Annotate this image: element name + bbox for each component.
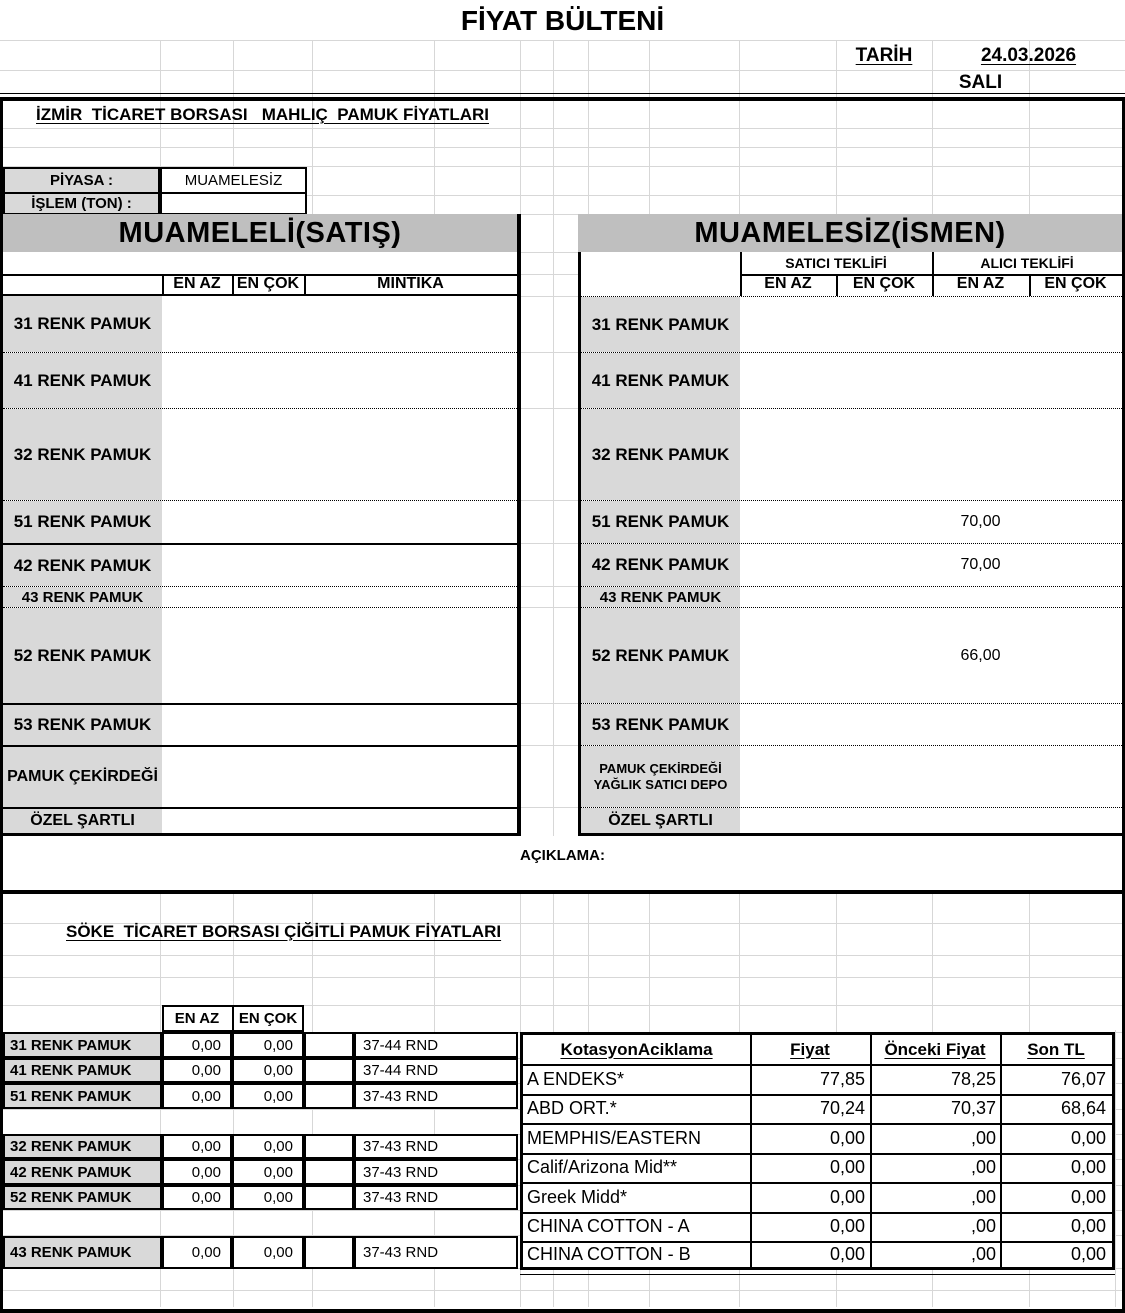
enaz-cell[interactable] — [162, 296, 232, 352]
satici-enaz-cell[interactable] — [740, 544, 836, 586]
satici-enaz-cell[interactable] — [740, 409, 836, 500]
date-label: TARİH — [855, 45, 913, 66]
alici-encok-cell[interactable] — [1029, 353, 1122, 408]
soke-mintika-cell[interactable]: 37-44 RND — [354, 1058, 518, 1083]
muamelesiz-ismen-banner: MUAMELESİZ(İSMEN) — [578, 214, 1122, 252]
mintika-cell[interactable] — [304, 747, 517, 807]
table-row — [581, 586, 1122, 607]
satici-encok-cell[interactable] — [836, 608, 932, 703]
alici-enaz-cell[interactable] — [932, 808, 1029, 833]
row-label: 52 RENK PAMUK — [581, 608, 740, 703]
kotasyon-row-label: CHINA COTTON - A — [527, 1216, 690, 1236]
satici-encok-cell[interactable] — [836, 704, 932, 745]
aciklama-label: AÇIKLAMA: — [520, 846, 605, 864]
row-label: 43 RENK PAMUK — [3, 587, 162, 607]
table-row — [3, 607, 517, 703]
right-table-left-border — [578, 252, 581, 836]
table-row — [3, 543, 517, 586]
kotasyon-onceki-cell[interactable]: ,00 — [970, 1243, 996, 1264]
encok-cell[interactable] — [232, 296, 304, 352]
row-label: 51 RENK PAMUK — [3, 501, 162, 543]
table-row — [3, 296, 517, 352]
alici-enaz-cell[interactable] — [932, 746, 1029, 807]
soke-row-label: 43 RENK PAMUK — [3, 1236, 162, 1269]
kotasyon-row-label: Greek Midd* — [527, 1186, 628, 1207]
soke-enaz-cell[interactable]: 0,00 — [162, 1159, 232, 1185]
row-label: 41 RENK PAMUK — [581, 353, 740, 408]
enaz-cell[interactable] — [162, 587, 232, 607]
day-of-week: SALI — [958, 72, 1003, 93]
left-header-encok: EN ÇOK — [236, 275, 300, 292]
kotasyon-fiyat-cell[interactable]: 0,00 — [829, 1157, 865, 1177]
table-row — [3, 408, 517, 500]
soke-spacer-cell — [304, 1134, 354, 1159]
table-row — [581, 352, 1122, 408]
alici-encok-cell[interactable] — [1029, 544, 1122, 586]
alici-enaz-header: EN AZ — [956, 275, 1005, 292]
satici-enaz-cell[interactable] — [740, 608, 836, 703]
date-value: 24.03.2026 — [980, 45, 1077, 66]
soke-mintika-cell[interactable]: 37-43 RND — [354, 1236, 518, 1269]
encok-cell[interactable] — [232, 353, 304, 408]
table-row — [3, 352, 517, 408]
aciklama-panel — [3, 836, 1122, 890]
kotasyon-son-cell[interactable]: 76,07 — [1060, 1068, 1106, 1089]
soke-enaz-cell[interactable]: 0,00 — [162, 1185, 232, 1210]
soke-row-label: 42 RENK PAMUK — [3, 1159, 162, 1185]
soke-encok-cell[interactable]: 0,00 — [232, 1134, 304, 1159]
center-divider-bar — [517, 214, 521, 836]
row-label — [581, 746, 740, 807]
row-label: 31 RENK PAMUK — [3, 296, 162, 352]
satici-enaz-cell[interactable] — [740, 808, 836, 833]
muameleli-table — [3, 252, 517, 836]
satici-enaz-cell[interactable] — [740, 297, 836, 352]
mintika-cell[interactable] — [304, 409, 517, 500]
alici-enaz-cell[interactable] — [932, 353, 1029, 408]
kotasyon-fiyat-cell[interactable]: 0,00 — [829, 1127, 865, 1148]
kotasyon-header-aciklama: KotasyonAciklama — [560, 1039, 713, 1059]
soke-spacer-cell — [304, 1159, 354, 1185]
row-label: ÖZEL ŞARTLI — [581, 808, 740, 833]
kotasyon-son-cell[interactable]: 0,00 — [1070, 1186, 1106, 1207]
page-title: FİYAT BÜLTENİ — [460, 5, 665, 36]
row-label: 32 RENK PAMUK — [3, 409, 162, 500]
alici-encok-cell[interactable] — [1029, 808, 1122, 833]
alici-enaz-cell[interactable]: 66,00 — [960, 646, 1001, 664]
satici-encok-cell[interactable] — [836, 409, 932, 500]
soke-encok-cell[interactable]: 0,00 — [232, 1185, 304, 1210]
table-row — [3, 807, 517, 833]
kotasyon-row-label: ABD ORT.* — [527, 1098, 617, 1118]
alici-enaz-cell[interactable] — [932, 704, 1029, 745]
kotasyon-onceki-cell[interactable]: ,00 — [970, 1186, 996, 1207]
encok-cell[interactable] — [232, 705, 304, 745]
kotasyon-onceki-cell[interactable]: ,00 — [970, 1127, 996, 1148]
enaz-cell[interactable] — [162, 705, 232, 745]
kotasyon-header-onceki: Önceki Fiyat — [884, 1039, 986, 1059]
kotasyon-table — [520, 1032, 1115, 1270]
row-label: 32 RENK PAMUK — [581, 409, 740, 500]
kotasyon-row-label: CHINA COTTON - B — [527, 1243, 691, 1264]
soke-encok-cell[interactable]: 0,00 — [232, 1058, 304, 1083]
row-label: 51 RENK PAMUK — [581, 501, 740, 543]
left-header-enaz: EN AZ — [173, 275, 221, 292]
table-row — [3, 586, 517, 607]
soke-row-label: 51 RENK PAMUK — [3, 1083, 162, 1109]
encok-cell[interactable] — [232, 545, 304, 586]
kotasyon-son-cell[interactable]: 0,00 — [1070, 1216, 1106, 1236]
islem-ton-value-cell[interactable] — [160, 194, 307, 215]
soke-row-label: 41 RENK PAMUK — [3, 1058, 162, 1083]
grid-line — [0, 955, 1125, 956]
soke-enaz-cell[interactable]: 0,00 — [162, 1032, 232, 1058]
kotasyon-row-label: A ENDEKS* — [527, 1068, 625, 1089]
table-row — [581, 607, 1122, 703]
kotasyon-son-cell[interactable]: 0,00 — [1070, 1243, 1106, 1264]
row-label-line2: YAĞLIK SATICI DEPO — [593, 776, 728, 792]
kotasyon-onceki-cell[interactable]: ,00 — [970, 1216, 996, 1236]
satici-encok-cell[interactable] — [836, 544, 932, 586]
kotasyon-fiyat-cell[interactable]: 0,00 — [829, 1186, 865, 1207]
enaz-cell[interactable] — [162, 353, 232, 408]
soke-enaz-cell[interactable]: 0,00 — [162, 1058, 232, 1083]
grid-line — [0, 147, 1125, 148]
soke-table — [3, 1005, 518, 1308]
izmir-section-title: İZMİR TİCARET BORSASI MAHLIÇ PAMUK FİYATLARI — [36, 105, 490, 124]
row-label: 53 RENK PAMUK — [3, 705, 162, 745]
enaz-cell[interactable] — [162, 809, 232, 833]
table-row — [3, 745, 517, 807]
kotasyon-son-cell[interactable]: 68,64 — [1060, 1098, 1106, 1118]
satici-encok-cell[interactable] — [836, 587, 932, 607]
table-row — [3, 703, 517, 745]
table-row — [3, 500, 517, 543]
satici-enaz-cell[interactable] — [740, 501, 836, 543]
table-row — [581, 807, 1122, 833]
mintika-cell[interactable] — [304, 501, 517, 543]
mintika-cell[interactable] — [304, 587, 517, 607]
grid-line — [0, 128, 1125, 129]
encok-cell[interactable] — [232, 587, 304, 607]
encok-cell[interactable] — [232, 409, 304, 500]
kotasyon-fiyat-cell[interactable]: 70,24 — [819, 1098, 865, 1118]
double-rule-thin — [0, 93, 1125, 94]
kotasyon-onceki-cell[interactable]: 78,25 — [950, 1068, 996, 1089]
enaz-cell[interactable] — [162, 501, 232, 543]
mintika-cell[interactable] — [304, 353, 517, 408]
grid-line — [0, 40, 1125, 41]
soke-spacer-cell — [304, 1032, 354, 1058]
soke-row-label: 31 RENK PAMUK — [3, 1032, 162, 1058]
kotasyon-row-label: MEMPHIS/EASTERN — [527, 1127, 702, 1148]
table-row — [581, 500, 1122, 543]
kotasyon-header-fiyat: Fiyat — [790, 1039, 830, 1059]
soke-enaz-cell[interactable]: 0,00 — [162, 1236, 232, 1269]
soke-mintika-cell[interactable]: 37-43 RND — [354, 1159, 518, 1185]
kotasyon-header-son: Son TL — [1027, 1039, 1085, 1059]
row-label-line1: PAMUK ÇEKİRDEĞİ — [599, 760, 722, 776]
soke-row-label: 32 RENK PAMUK — [3, 1134, 162, 1159]
alici-enaz-cell[interactable]: 70,00 — [960, 556, 1001, 573]
alici-encok-cell[interactable] — [1029, 746, 1122, 807]
muamelesiz-table — [581, 252, 1122, 836]
encok-cell[interactable] — [232, 501, 304, 543]
satici-enaz-cell[interactable] — [740, 704, 836, 745]
row-label: 53 RENK PAMUK — [581, 704, 740, 745]
grid-line — [0, 977, 1125, 978]
row-label: 31 RENK PAMUK — [581, 297, 740, 352]
soke-mintika-cell[interactable]: 37-43 RND — [354, 1185, 518, 1210]
row-label: 52 RENK PAMUK — [3, 608, 162, 703]
row-label: PAMUK ÇEKİRDEĞİ — [3, 747, 162, 807]
kotasyon-row-label: Calif/Arizona Mid** — [527, 1157, 678, 1177]
enaz-cell[interactable] — [162, 409, 232, 500]
row-label: 41 RENK PAMUK — [3, 353, 162, 408]
soke-mintika-cell[interactable]: 37-43 RND — [354, 1083, 518, 1109]
kotasyon-fiyat-cell[interactable]: 0,00 — [829, 1216, 865, 1236]
alici-encok-cell[interactable] — [1029, 587, 1122, 607]
mintika-cell[interactable] — [304, 608, 517, 703]
outer-border-left — [0, 97, 3, 1313]
alici-encok-cell[interactable] — [1029, 297, 1122, 352]
table-row — [581, 703, 1122, 745]
soke-encok-cell[interactable]: 0,00 — [232, 1159, 304, 1185]
encok-cell[interactable] — [232, 809, 304, 833]
alici-enaz-cell[interactable] — [932, 587, 1029, 607]
kotasyon-son-cell[interactable]: 0,00 — [1070, 1157, 1106, 1177]
piyasa-label: PİYASA : — [3, 167, 160, 194]
soke-row-label: 52 RENK PAMUK — [3, 1185, 162, 1210]
kotasyon-son-cell[interactable]: 0,00 — [1070, 1127, 1106, 1148]
alici-enaz-cell[interactable]: 70,00 — [960, 513, 1001, 530]
kotasyon-fiyat-cell[interactable]: 77,85 — [819, 1068, 865, 1089]
muameleli-satis-banner: MUAMELELİ(SATIŞ) — [3, 214, 517, 252]
mintika-cell[interactable] — [304, 705, 517, 745]
alici-enaz-cell[interactable] — [932, 409, 1029, 500]
mintika-cell[interactable] — [304, 545, 517, 586]
soke-mintika-cell[interactable]: 37-44 RND — [354, 1032, 518, 1058]
soke-header-encok: EN ÇOK — [238, 1010, 298, 1027]
satici-enaz-cell[interactable] — [740, 353, 836, 408]
soke-spacer-cell — [304, 1058, 354, 1083]
soke-section-title: SÖKE TİCARET BORSASI ÇİĞİTLİ PAMUK FİYATLARI — [66, 922, 502, 941]
enaz-cell[interactable] — [162, 747, 232, 807]
satici-enaz-cell[interactable] — [740, 587, 836, 607]
alici-encok-cell[interactable] — [1029, 608, 1122, 703]
alici-encok-cell[interactable] — [1029, 704, 1122, 745]
table-row — [581, 745, 1122, 807]
section-divider — [0, 890, 1125, 894]
row-label: 42 RENK PAMUK — [581, 544, 740, 586]
alici-teklifi-header: ALICI TEKLİFİ — [980, 255, 1074, 271]
alici-encok-cell[interactable] — [1029, 501, 1122, 543]
islem-ton-label: İŞLEM (TON) : — [3, 194, 160, 215]
encok-cell[interactable] — [232, 608, 304, 703]
soke-encok-cell[interactable]: 0,00 — [232, 1236, 304, 1269]
satici-encok-cell[interactable] — [836, 808, 932, 833]
soke-spacer-cell — [304, 1185, 354, 1210]
grid-line — [1115, 1030, 1116, 1307]
alici-enaz-cell[interactable] — [932, 297, 1029, 352]
soke-header-enaz: EN AZ — [174, 1010, 220, 1027]
table-row — [581, 543, 1122, 586]
satici-encok-cell[interactable] — [836, 297, 932, 352]
soke-spacer-cell — [304, 1236, 354, 1269]
satici-enaz-cell[interactable] — [740, 746, 836, 807]
soke-spacer-cell — [304, 1083, 354, 1109]
satici-encok-cell[interactable] — [836, 501, 932, 543]
mintika-cell[interactable] — [304, 809, 517, 833]
row-label: 42 RENK PAMUK — [3, 545, 162, 586]
enaz-cell[interactable] — [162, 545, 232, 586]
table-row — [581, 408, 1122, 500]
encok-cell[interactable] — [232, 747, 304, 807]
alici-encok-header: EN ÇOK — [1044, 275, 1107, 292]
satici-enaz-header: EN AZ — [764, 275, 812, 292]
kotasyon-double-bottom — [520, 1274, 1115, 1275]
satici-encok-cell[interactable] — [836, 746, 932, 807]
soke-enaz-cell[interactable]: 0,00 — [162, 1083, 232, 1109]
alici-encok-cell[interactable] — [1029, 409, 1122, 500]
kotasyon-onceki-cell[interactable]: ,00 — [970, 1157, 996, 1177]
kotasyon-fiyat-cell[interactable]: 0,00 — [829, 1243, 865, 1264]
satici-encok-cell[interactable] — [836, 353, 932, 408]
izmir-box-top-border — [0, 97, 1125, 101]
row-label: 43 RENK PAMUK — [581, 587, 740, 607]
left-header-mintika: MINTIKA — [377, 275, 444, 292]
satici-teklifi-header: SATICI TEKLİFİ — [785, 255, 887, 271]
outer-border-bottom — [0, 1309, 1125, 1313]
soke-encok-cell[interactable]: 0,00 — [232, 1083, 304, 1109]
satici-encok-header: EN ÇOK — [852, 275, 916, 292]
kotasyon-onceki-cell[interactable]: 70,37 — [950, 1098, 996, 1118]
soke-encok-cell[interactable]: 0,00 — [232, 1032, 304, 1058]
mintika-cell[interactable] — [304, 296, 517, 352]
table-row — [581, 296, 1122, 352]
piyasa-value-cell[interactable]: MUAMELESİZ — [160, 167, 307, 194]
row-label: ÖZEL ŞARTLI — [3, 809, 162, 833]
soke-enaz-cell[interactable]: 0,00 — [162, 1134, 232, 1159]
soke-mintika-cell[interactable]: 37-43 RND — [354, 1134, 518, 1159]
enaz-cell[interactable] — [162, 608, 232, 703]
